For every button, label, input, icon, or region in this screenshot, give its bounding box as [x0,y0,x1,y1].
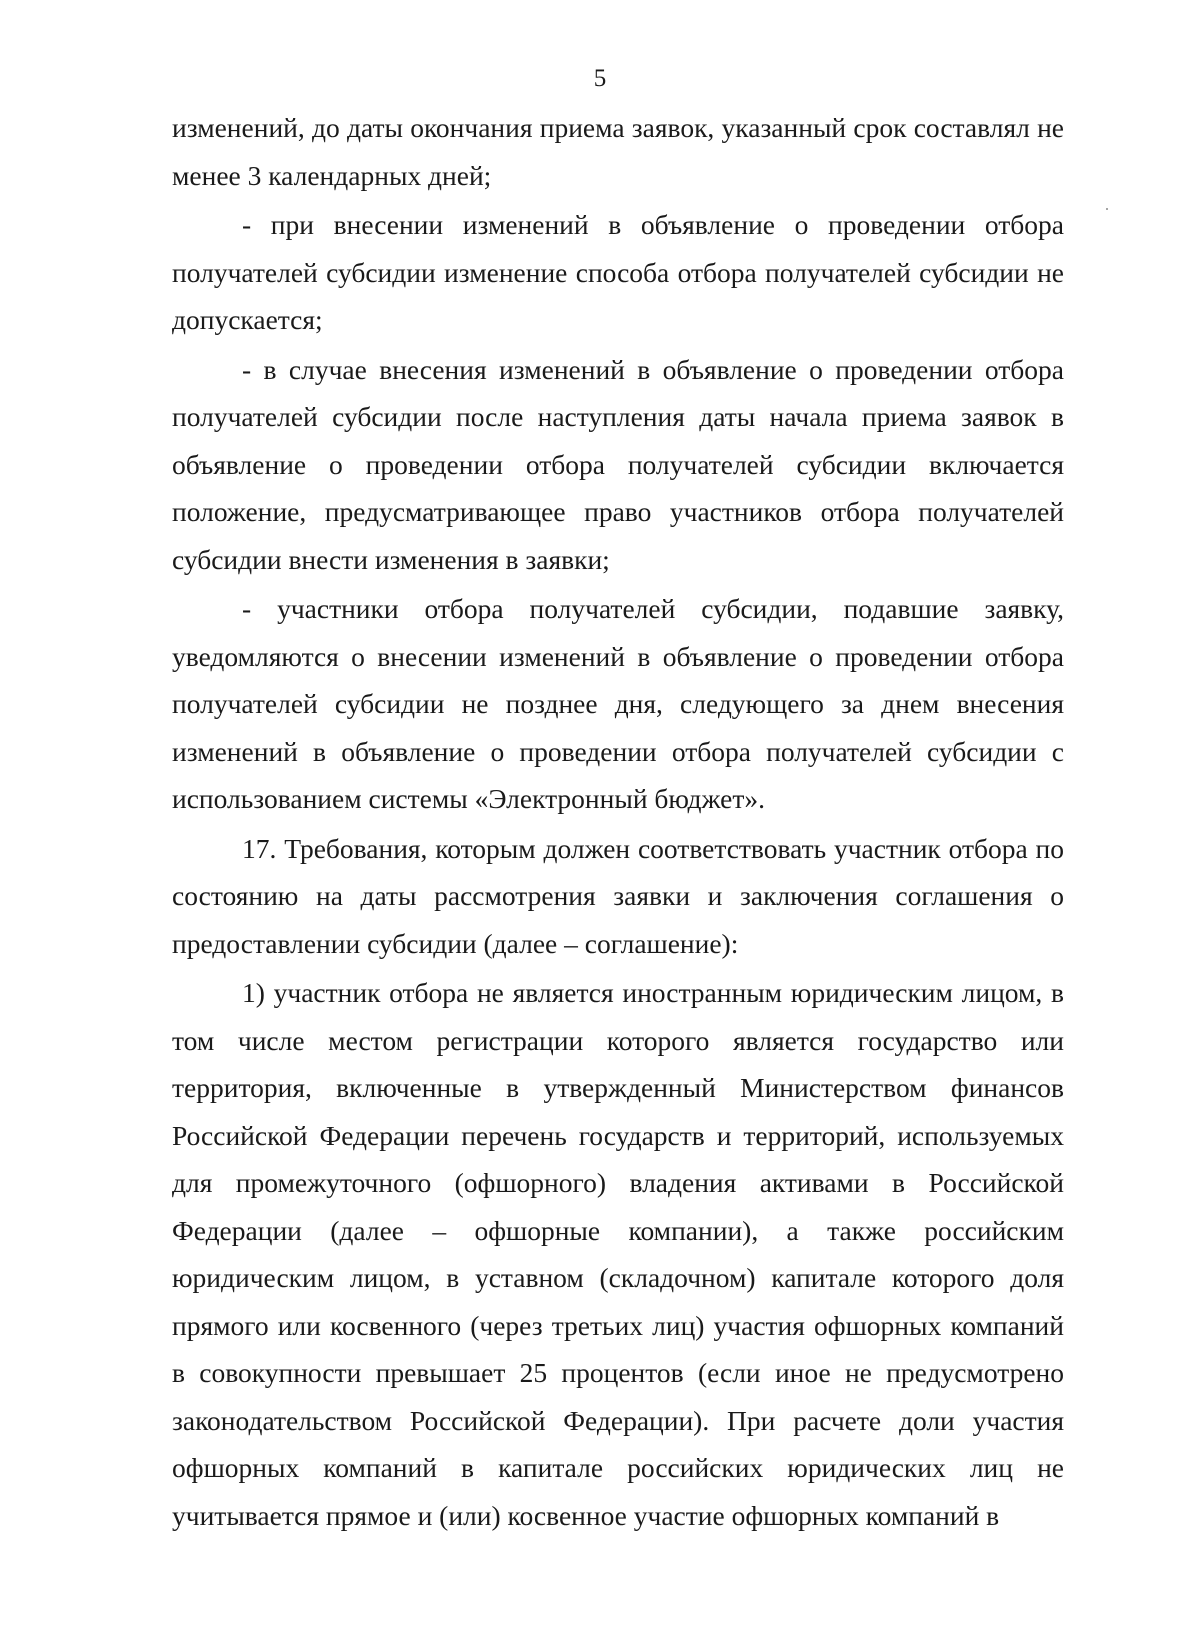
paragraph-change-after-start: - в случае внесения изменений в объявление о проведении отбора получателей субсидии после наступления даты начала приема заявок в объявление о проведении отбора получателей субсидии включается положение, предусматривающее право участников отбора получателей субсидии внести изменения в заявки; [172,353,1064,575]
document-body [172,104,1064,1541]
paragraph-participants-notified: - участники отбора получателей субсидии, подавшие заявку, уведомляются о внесении изменений в объявление о проведении отбора получателей субсидии не позднее дня, следующего за днем внесения изменений в объявление о проведении отбора получателей субсидии с использованием системы «Электронный бюджет». [172,593,1064,814]
paragraph-continuation: изменений, до даты окончания приема заявок, указанный срок составлял не менее 3 календарных дней; [172,112,1064,191]
page-number: 5 [593,65,607,92]
paragraph-subitem-1: 1) участник отбора не является иностранным юридическим лицом, в том числе местом регистрации которого является государство или территория, включенные в утвержденный Министерством финансов Российской Федерации перечень государств и территорий, используемых для промежуточного (офшорного) владения активами в Российской Федерации (далее – офшорные компании), а также российским юридическим лицом, в уставном (складочном) капитале которого доля прямого или косвенного (через третьих лиц) участия офшорных компаний в совокупности превышает 25 процентов (если иное не предусмотрено законодательством Российской Федерации). При расчете доли участия офшорных компаний в капитале российских юридических лиц не учитывается прямое и (или) косвенное участие офшорных компаний в [172,977,1064,1531]
paragraph-item-17: 17. Требования, которым должен соответствовать участник отбора по состоянию на даты рассмотрения заявки и заключения соглашения о предоставлении субсидии (далее – соглашение): [172,832,1064,959]
paragraph-change-method: - при внесении изменений в объявление о проведении отбора получателей субсидии изменение способа отбора получателей субсидии не допускается; [172,209,1064,335]
scan-speck [1106,208,1108,210]
